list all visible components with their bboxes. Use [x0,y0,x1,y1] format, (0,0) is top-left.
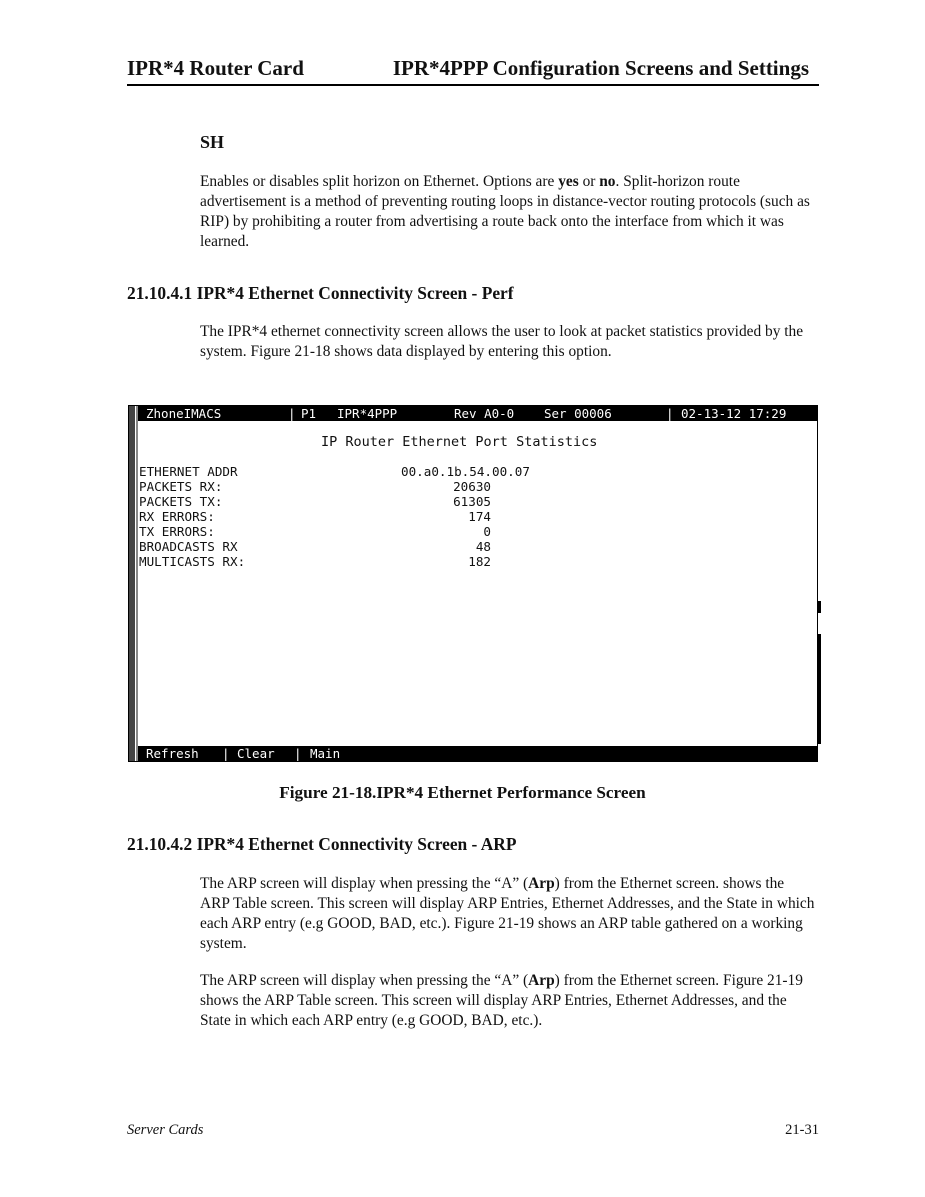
header-chapter-title: IPR*4PPP Configuration Screens and Settings [392,56,809,80]
terminal-right-mark [818,601,821,613]
sh-option-yes: yes [558,173,579,190]
figure-caption: Figure 21-18.IPR*4 Ethernet Performance Screen [279,783,646,802]
sh-option-no: no [599,173,616,190]
stat-label-packets-tx: PACKETS TX: [139,494,223,509]
terminal-separator: | [666,406,674,421]
arp-section-heading: 21.10.4.2 IPR*4 Ethernet Connectivity Screen - ARP [127,834,517,854]
terminal-right-mark [818,634,821,744]
terminal-screen-title: IP Router Ethernet Port Statistics [321,434,598,450]
stat-value-ethernet-addr: 00.a0.1b.54.00.07 [401,464,530,479]
arp-p2-text-a: The ARP screen will display when pressing the “A” ( [200,972,529,989]
stat-value-broadcasts-rx: 48 [475,539,491,554]
stat-label-ethernet-addr: ETHERNET ADDR [139,464,238,479]
arp-p1-text-a: The ARP screen will display when pressing the “A” ( [200,875,529,892]
perf-section-heading: 21.10.4.1 IPR*4 Ethernet Connectivity Screen - Perf [127,283,514,303]
terminal-datetime: 02-13-12 17:29 [681,406,787,421]
arp-paragraph-1 [200,874,816,954]
clear-command[interactable]: Clear [237,746,275,761]
terminal-serial: Ser 00006 [544,406,612,421]
arp-p2-command: Arp [528,972,555,989]
arp-p1-command: Arp [528,875,555,892]
terminal-system-name: ZhoneIMACS [146,406,222,421]
sh-text-a: Enables or disables split horizon on Ethernet. Options are [200,173,559,190]
main-command[interactable]: Main [310,746,341,761]
sh-text-or: or [578,173,600,190]
stat-label-rx-errors: RX ERRORS: [139,509,215,524]
sh-text-b: . Split-horizon route advertisement is a method of preventing routing loops in distance-vector routing protocols (such as RIP) by prohibiting a router from advertising a route back onto the interface from which it was learned. [200,173,810,250]
sh-paragraph [200,172,816,252]
stat-label-tx-errors: TX ERRORS: [139,524,215,539]
stat-value-packets-tx: 61305 [453,494,491,509]
terminal-separator: | [294,746,302,761]
stat-value-rx-errors: 174 [468,509,491,524]
stat-value-tx-errors: 0 [483,524,491,539]
arp-p2-text-b: ) from the Ethernet screen. Figure 21-19 shows the ARP Table screen. This screen will display ARP Entries, Ethernet Addresses, and the State in which each ARP entry (e.g GOOD, BAD, etc.). [200,972,803,1029]
stat-label-multicasts-rx: MULTICASTS RX: [139,554,246,569]
footer-section-name: Server Cards [127,1122,204,1138]
terminal-screen [128,405,818,762]
arp-paragraph-2 [200,971,816,1031]
terminal-left-edge [129,406,135,761]
page-header [127,54,819,86]
terminal-separator: | [288,406,296,421]
arp-p1-text-b: ) from the Ethernet screen. shows the ARP Table screen. This screen will display ARP Entries, Ethernet Addresses, and the State in which each ARP entry (e.g GOOD, BAD, etc.). Figure 21-19 shows an ARP table gathered on a working system. [200,875,815,952]
terminal-card-type: IPR*4PPP [337,406,398,421]
sh-heading: SH [200,132,225,152]
stat-value-packets-rx: 20630 [453,479,491,494]
stat-label-broadcasts-rx: BROADCASTS RX [139,539,238,554]
stat-value-multicasts-rx: 182 [468,554,491,569]
terminal-command-bar [138,746,817,761]
terminal-status-bar [138,406,817,421]
terminal-revision: Rev A0-0 [454,406,515,421]
refresh-command[interactable]: Refresh [146,746,199,761]
stat-label-packets-rx: PACKETS RX: [139,479,223,494]
perf-paragraph: The IPR*4 ethernet connectivity screen allows the user to look at packet statistics provided by the system. Figure 21-18 shows data displayed by entering this option. [200,323,804,360]
footer-page-number: 21-31 [785,1122,819,1138]
terminal-slot: P1 [301,406,317,421]
terminal-separator: | [222,746,230,761]
header-card-title: IPR*4 Router Card [127,56,304,80]
